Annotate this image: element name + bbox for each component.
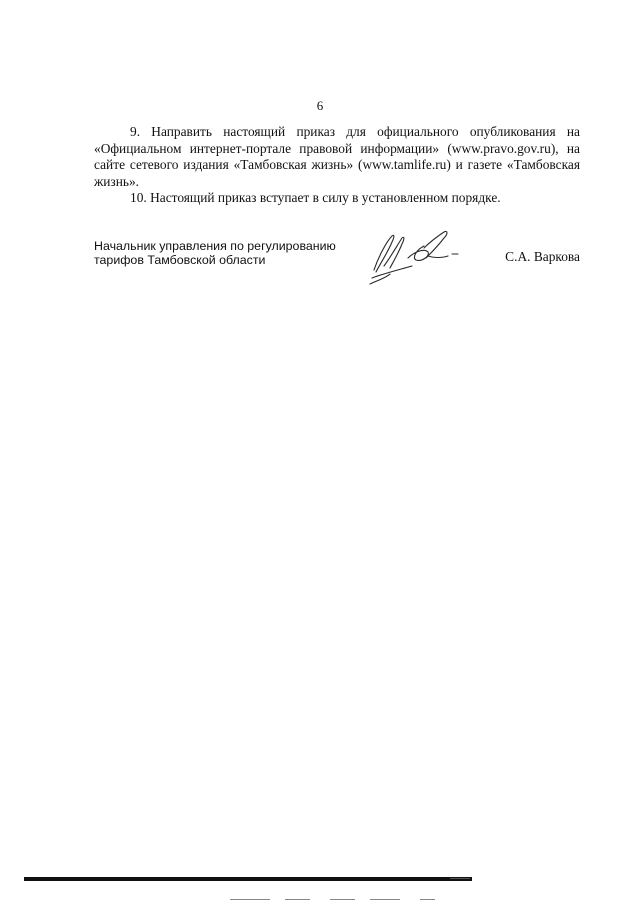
- signatory-name: С.А. Варкова: [505, 249, 580, 264]
- scan-bottom-edge-tail: [450, 878, 470, 879]
- signatory-position-line-1: Начальник управления по регулированию: [94, 239, 336, 253]
- signatory-position: [94, 240, 364, 267]
- signature-block: [94, 240, 580, 290]
- page-number: 6: [316, 98, 324, 113]
- paragraph-9: 9. Направить настоящий приказ для официального опубликования на «Официальном интернет-портале правовой информации» (www.pravo.gov.ru), на сайте сетевого издания «Тамбовская жизнь» (www.tamlife.ru) и газете «Тамбовская жизнь».: [94, 124, 580, 189]
- scan-artifact-marks: [230, 898, 460, 901]
- scan-bottom-edge: [24, 877, 472, 881]
- handwritten-signature: [368, 228, 468, 288]
- paragraph-10: 10. Настоящий приказ вступает в силу в установленном порядке.: [130, 190, 501, 206]
- document-body: [94, 124, 580, 207]
- signatory-position-line-2: тарифов Тамбовской области: [94, 252, 266, 267]
